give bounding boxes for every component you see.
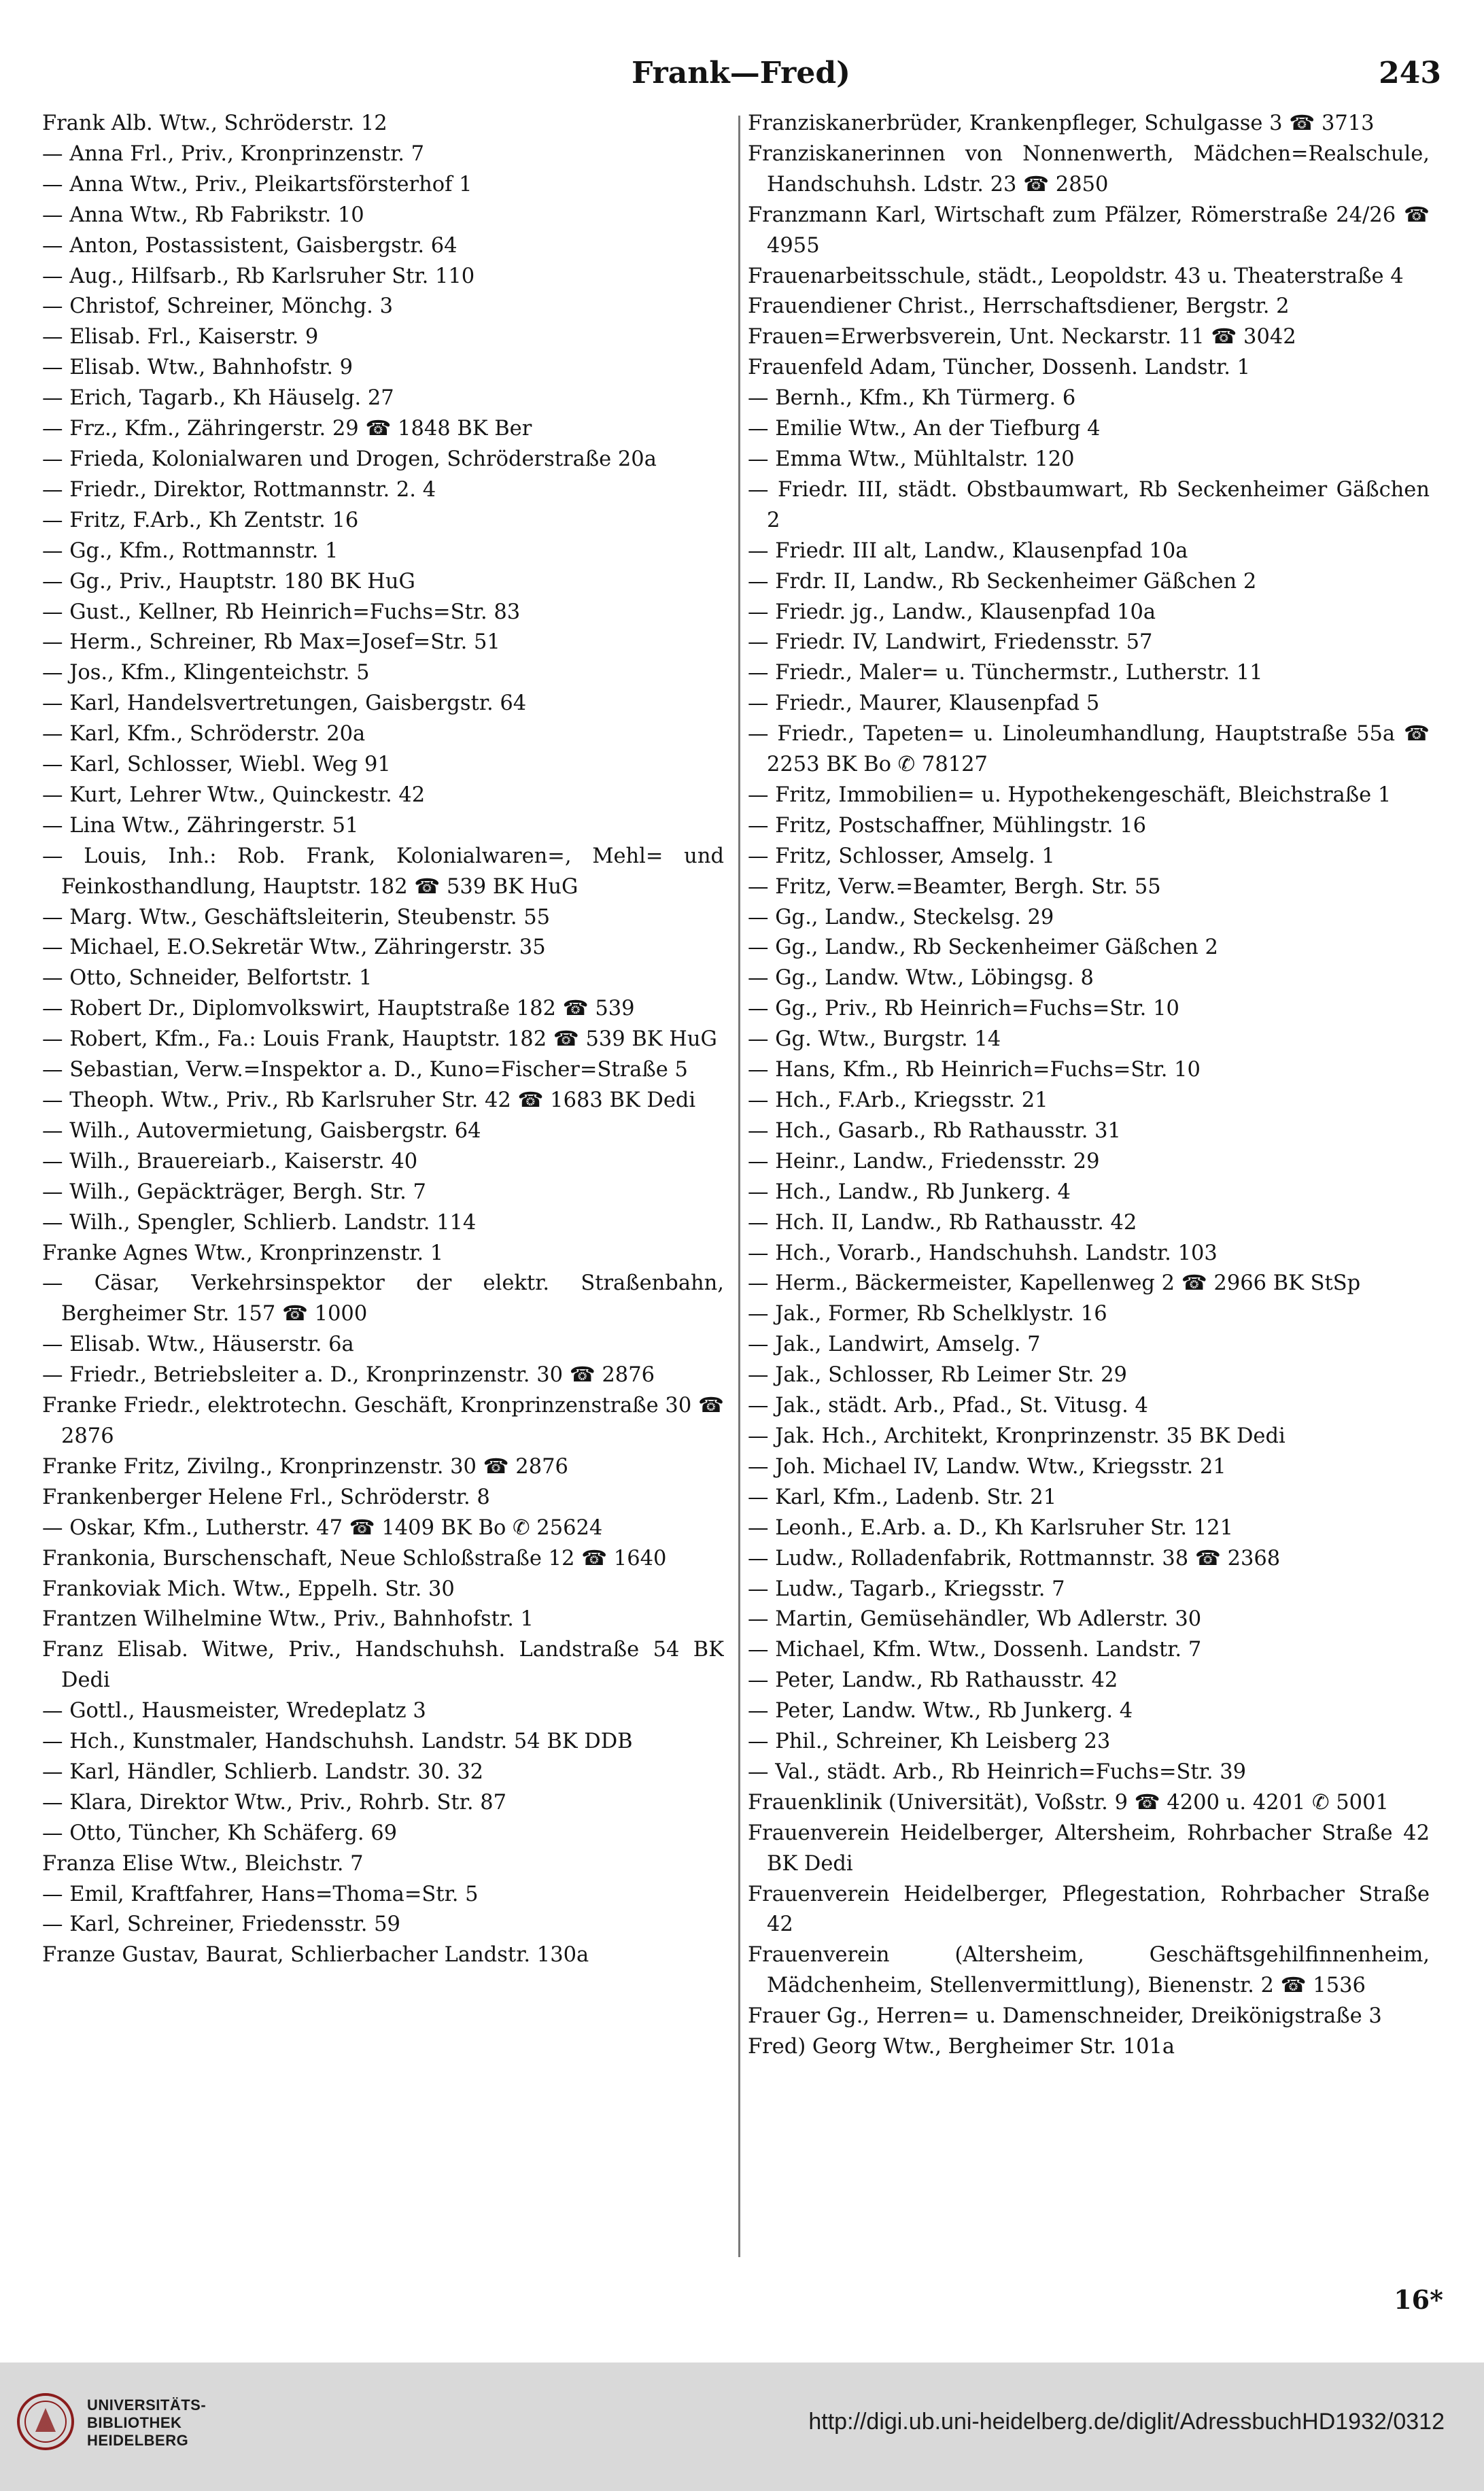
library-line: HEIDELBERG xyxy=(87,2432,189,2449)
library-line: UNIVERSITÄTS- xyxy=(87,2396,207,2413)
directory-entry: — Oskar, Kfm., Lutherstr. 47 ☎ 1409 BK Bo ✆ 25624 xyxy=(42,1515,603,1540)
directory-entry: — Gg., Priv., Rb Heinrich=Fuchs=Str. 10 xyxy=(748,997,1179,1021)
directory-entry: — Elisab. Wtw., Bahnhofstr. 9 xyxy=(42,356,353,380)
directory-entry: — Elisab. Wtw., Häuserstr. 6a xyxy=(42,1333,354,1357)
directory-entry: Frauenverein (Altersheim, Geschäftsgehilfinnenheim, Mädchenheim, Stellenvermittlung), Bienenstr. 2 ☎ 1536 xyxy=(748,1943,1430,1998)
directory-entry: — Jak., Schlosser, Rb Leimer Str. 29 xyxy=(748,1363,1127,1388)
directory-entry: — Frdr. II, Landw., Rb Seckenheimer Gäßchen 2 xyxy=(748,569,1257,594)
directory-entry: — Cäsar, Verkehrsinspektor der elektr. Straßenbahn, Bergheimer Str. 157 ☎ 1000 xyxy=(42,1271,724,1326)
directory-entry: — Wilh., Gepäckträger, Bergh. Str. 7 xyxy=(42,1180,426,1204)
directory-entry: — Robert Dr., Diplomvolkswirt, Hauptstraße 182 ☎ 539 xyxy=(42,997,635,1021)
directory-entry: — Anna Wtw., Priv., Pleikartsförsterhof 1 xyxy=(42,172,472,196)
directory-entry: — Friedr., Maurer, Klausenpfad 5 xyxy=(748,691,1100,716)
directory-entry: — Friedr., Maler= u. Tünchermstr., Lutherstr. 11 xyxy=(748,661,1263,685)
directory-entry: — Leonh., E.Arb. a. D., Kh Karlsruher Str. 121 xyxy=(748,1515,1233,1540)
page-number: 243 xyxy=(1379,56,1441,90)
directory-entry: — Wilh., Spengler, Schlierb. Landstr. 114 xyxy=(42,1210,477,1235)
directory-entry: — Gg., Landw., Steckelsg. 29 xyxy=(748,905,1054,929)
directory-entry: Franke Friedr., elektrotechn. Geschäft, Kronprinzenstraße 30 ☎ 2876 xyxy=(42,1394,724,1448)
directory-entry: — Val., städt. Arb., Rb Heinrich=Fuchs=Str. 39 xyxy=(748,1759,1247,1784)
directory-entry: — Peter, Landw., Rb Rathausstr. 42 xyxy=(748,1668,1118,1693)
source-url-link[interactable]: http://digi.ub.uni-heidelberg.de/diglit/AdressbuchHD1932/0312 xyxy=(808,2409,1445,2435)
directory-entry: — Anna Frl., Priv., Kronprinzenstr. 7 xyxy=(42,141,425,166)
university-seal-icon xyxy=(15,2391,76,2452)
directory-entry: — Friedr. jg., Landw., Klausenpfad 10a xyxy=(748,600,1156,624)
page-title: Frank—Fred) xyxy=(632,56,850,90)
directory-entry: — Karl, Händler, Schlierb. Landstr. 30. 32 xyxy=(42,1759,484,1784)
footer-bar xyxy=(0,2363,1484,2491)
directory-entry: — Hch. II, Landw., Rb Rathausstr. 42 xyxy=(748,1210,1137,1235)
directory-entry: — Friedr., Betriebsleiter a. D., Kronprinzenstr. 30 ☎ 2876 xyxy=(42,1363,655,1388)
directory-entry: — Friedr. III alt, Landw., Klausenpfad 10a xyxy=(748,538,1188,563)
directory-entry: — Emma Wtw., Mühltalstr. 120 xyxy=(748,447,1075,471)
directory-entry: — Fritz, F.Arb., Kh Zentstr. 16 xyxy=(42,508,359,532)
directory-entry: — Lina Wtw., Zähringerstr. 51 xyxy=(42,813,359,838)
directory-entry: — Heinr., Landw., Friedensstr. 29 xyxy=(748,1149,1100,1173)
directory-entry: — Ludw., Tagarb., Kriegsstr. 7 xyxy=(748,1577,1065,1601)
directory-entry: Franke Agnes Wtw., Kronprinzenstr. 1 xyxy=(42,1241,444,1265)
directory-entry: — Anton, Postassistent, Gaisbergstr. 64 xyxy=(42,233,458,258)
directory-entry: — Michael, E.O.Sekretär Wtw., Zähringerstr. 35 xyxy=(42,935,546,960)
directory-entry: — Jak., städt. Arb., Pfad., St. Vitusg. 4 xyxy=(748,1394,1148,1418)
directory-entry: — Herm., Bäckermeister, Kapellenweg 2 ☎ 2966 BK StSp xyxy=(748,1271,1361,1296)
directory-entry: — Hch., F.Arb., Kriegsstr. 21 xyxy=(748,1088,1048,1112)
directory-entry: — Louis, Inh.: Rob. Frank, Kolonialwaren=, Mehl= und Feinkosthandlung, Hauptstr. 182 ☎ 539 BK HuG xyxy=(42,844,724,899)
directory-entry: Franke Fritz, Zivilng., Kronprinzenstr. 30 ☎ 2876 xyxy=(42,1454,568,1479)
directory-entry: Franziskanerbrüder, Krankenpfleger, Schulgasse 3 ☎ 3713 xyxy=(748,111,1375,135)
directory-entry: — Friedr., Direktor, Rottmannstr. 2. 4 xyxy=(42,477,436,502)
directory-entry: Frauendiener Christ., Herrschaftsdiener, Bergstr. 2 xyxy=(748,294,1290,319)
directory-entry: Frankonia, Burschenschaft, Neue Schloßstraße 12 ☎ 1640 xyxy=(42,1546,667,1570)
directory-entry: Frauer Gg., Herren= u. Damenschneider, Dreikönigstraße 3 xyxy=(748,2004,1382,2029)
directory-entry: Franzmann Karl, Wirtschaft zum Pfälzer, Römerstraße 24/26 ☎ 4955 xyxy=(748,203,1430,258)
directory-entry: — Friedr. IV, Landwirt, Friedensstr. 57 xyxy=(748,630,1153,655)
directory-entry: — Karl, Schlosser, Wiebl. Weg 91 xyxy=(42,753,391,777)
left-column xyxy=(42,109,724,2278)
directory-entry: — Anna Wtw., Rb Fabrikstr. 10 xyxy=(42,203,364,227)
directory-entry: Frauenarbeitsschule, städt., Leopoldstr. 43 u. Theaterstraße 4 xyxy=(748,264,1404,288)
directory-entry: Frantzen Wilhelmine Wtw., Priv., Bahnhofstr. 1 xyxy=(42,1607,534,1632)
running-head xyxy=(41,53,1441,94)
columns xyxy=(42,109,1443,2278)
library-name xyxy=(87,2396,206,2450)
directory-entry: Franziskanerinnen von Nonnenwerth, Mädchen=Realschule, Handschuhsh. Ldstr. 23 ☎ 2850 xyxy=(748,141,1430,196)
directory-entry: — Herm., Schreiner, Rb Max=Josef=Str. 51 xyxy=(42,630,500,655)
directory-entry: Franza Elise Wtw., Bleichstr. 7 xyxy=(42,1851,364,1876)
directory-entry: — Marg. Wtw., Geschäftsleiterin, Steubenstr. 55 xyxy=(42,905,551,929)
directory-entry: — Wilh., Autovermietung, Gaisbergstr. 64 xyxy=(42,1118,481,1143)
directory-entry: — Gg., Landw. Wtw., Löbingsg. 8 xyxy=(748,966,1094,991)
directory-entry: — Karl, Schreiner, Friedensstr. 59 xyxy=(42,1912,400,1937)
directory-entry: — Wilh., Brauereiarb., Kaiserstr. 40 xyxy=(42,1149,418,1173)
directory-entry: — Christof, Schreiner, Mönchg. 3 xyxy=(42,294,393,319)
directory-entry: Frauenfeld Adam, Tüncher, Dossenh. Landstr. 1 xyxy=(748,356,1251,380)
directory-entry: Frank Alb. Wtw., Schröderstr. 12 xyxy=(42,111,387,135)
directory-entry: — Frz., Kfm., Zähringerstr. 29 ☎ 1848 BK Ber xyxy=(42,417,532,441)
directory-entry: — Klara, Direktor Wtw., Priv., Rohrb. Str. 87 xyxy=(42,1790,507,1815)
directory-entry: — Friedr. III, städt. Obstbaumwart, Rb Seckenheimer Gäßchen 2 xyxy=(748,477,1430,532)
directory-entry: — Martin, Gemüsehändler, Wb Adlerstr. 30 xyxy=(748,1607,1202,1632)
directory-entry: — Sebastian, Verw.=Inspektor a. D., Kuno=Fischer=Straße 5 xyxy=(42,1058,688,1082)
directory-entry: — Fritz, Schlosser, Amselg. 1 xyxy=(748,844,1055,868)
directory-entry: — Gg., Kfm., Rottmannstr. 1 xyxy=(42,538,339,563)
directory-entry: — Erich, Tagarb., Kh Häuselg. 27 xyxy=(42,386,394,411)
directory-entry: — Fritz, Verw.=Beamter, Bergh. Str. 55 xyxy=(748,874,1161,899)
directory-entry: — Theoph. Wtw., Priv., Rb Karlsruher Str. 42 ☎ 1683 BK Dedi xyxy=(42,1088,696,1112)
directory-entry: — Jak., Landwirt, Amselg. 7 xyxy=(748,1333,1041,1357)
library-line: BIBLIOTHEK xyxy=(87,2414,182,2431)
directory-entry: Franze Gustav, Baurat, Schlierbacher Landstr. 130a xyxy=(42,1943,589,1968)
directory-entry: Frauenverein Heidelberger, Pflegestation, Rohrbacher Straße 42 xyxy=(748,1882,1430,1937)
directory-entry: Frauen=Erwerbsverein, Unt. Neckarstr. 11 ☎ 3042 xyxy=(748,325,1296,349)
directory-entry: — Phil., Schreiner, Kh Leisberg 23 xyxy=(748,1730,1111,1754)
directory-entry: — Elisab. Frl., Kaiserstr. 9 xyxy=(42,325,319,349)
directory-entry: — Hch., Gasarb., Rb Rathausstr. 31 xyxy=(748,1118,1121,1143)
directory-entry: Frankenberger Helene Frl., Schröderstr. 8 xyxy=(42,1485,490,1509)
directory-entry: — Joh. Michael IV, Landw. Wtw., Kriegsstr. 21 xyxy=(748,1454,1226,1479)
directory-entry: — Emilie Wtw., An der Tiefburg 4 xyxy=(748,417,1101,441)
directory-entry: — Jak., Former, Rb Schelklystr. 16 xyxy=(748,1302,1107,1326)
directory-entry: — Ludw., Rolladenfabrik, Rottmannstr. 38 ☎ 2368 xyxy=(748,1546,1281,1570)
directory-entry: — Hans, Kfm., Rb Heinrich=Fuchs=Str. 10 xyxy=(748,1058,1201,1082)
directory-entry: — Frieda, Kolonialwaren und Drogen, Schröderstraße 20a xyxy=(42,447,657,471)
directory-entry: — Karl, Kfm., Ladenb. Str. 21 xyxy=(748,1485,1057,1509)
signature-mark: 16* xyxy=(1394,2284,1443,2315)
directory-entry: — Aug., Hilfsarb., Rb Karlsruher Str. 110 xyxy=(42,264,475,288)
directory-entry: — Emil, Kraftfahrer, Hans=Thoma=Str. 5 xyxy=(42,1882,479,1906)
directory-entry: — Gg., Landw., Rb Seckenheimer Gäßchen 2 xyxy=(748,935,1218,960)
directory-entry: — Hch., Kunstmaler, Handschuhsh. Landstr. 54 BK DDB xyxy=(42,1730,633,1754)
directory-entry: Fred) Georg Wtw., Bergheimer Str. 101a xyxy=(748,2035,1175,2059)
directory-entry: — Gg. Wtw., Burgstr. 14 xyxy=(748,1027,1001,1052)
directory-entry: — Robert, Kfm., Fa.: Louis Frank, Hauptstr. 182 ☎ 539 BK HuG xyxy=(42,1027,717,1052)
directory-entry: — Karl, Handelsvertretungen, Gaisbergstr. 64 xyxy=(42,691,527,716)
directory-entry: — Peter, Landw. Wtw., Rb Junkerg. 4 xyxy=(748,1699,1133,1723)
directory-entry: — Karl, Kfm., Schröderstr. 20a xyxy=(42,722,366,746)
directory-entry: — Hch., Vorarb., Handschuhsh. Landstr. 103 xyxy=(748,1241,1218,1265)
directory-entry: — Otto, Tüncher, Kh Schäferg. 69 xyxy=(42,1821,398,1845)
directory-entry: Frauenverein Heidelberger, Altersheim, Rohrbacher Straße 42 BK Dedi xyxy=(748,1821,1430,1876)
directory-entry: — Friedr., Tapeten= u. Linoleumhandlung, Hauptstraße 55a ☎ 2253 BK Bo ✆ 78127 xyxy=(748,722,1430,777)
directory-entry: — Bernh., Kfm., Kh Türmerg. 6 xyxy=(748,386,1076,411)
directory-entry: — Gottl., Hausmeister, Wredeplatz 3 xyxy=(42,1699,426,1723)
directory-entry: — Gust., Kellner, Rb Heinrich=Fuchs=Str. 83 xyxy=(42,600,521,624)
directory-entry: — Michael, Kfm. Wtw., Dossenh. Landstr. 7 xyxy=(748,1638,1202,1662)
right-column xyxy=(748,109,1430,2278)
directory-entry: — Kurt, Lehrer Wtw., Quinckestr. 42 xyxy=(42,783,426,807)
directory-entry: — Gg., Priv., Hauptstr. 180 BK HuG xyxy=(42,569,415,594)
directory-entry: — Fritz, Postschaffner, Mühlingstr. 16 xyxy=(748,813,1147,838)
directory-entry: — Hch., Landw., Rb Junkerg. 4 xyxy=(748,1180,1071,1204)
directory-entry: Frauenklinik (Universität), Voßstr. 9 ☎ 4200 u. 4201 ✆ 5001 xyxy=(748,1790,1389,1815)
directory-entry: — Fritz, Immobilien= u. Hypothekengeschäft, Bleichstraße 1 xyxy=(748,783,1392,807)
directory-entry: — Jak. Hch., Architekt, Kronprinzenstr. 35 BK Dedi xyxy=(748,1424,1285,1448)
directory-entry: Franz Elisab. Witwe, Priv., Handschuhsh. Landstraße 54 BK Dedi xyxy=(42,1638,724,1693)
directory-entry: — Jos., Kfm., Klingenteichstr. 5 xyxy=(42,661,370,685)
directory-entry: — Otto, Schneider, Belfortstr. 1 xyxy=(42,966,373,991)
directory-entry: Frankoviak Mich. Wtw., Eppelh. Str. 30 xyxy=(42,1577,455,1601)
